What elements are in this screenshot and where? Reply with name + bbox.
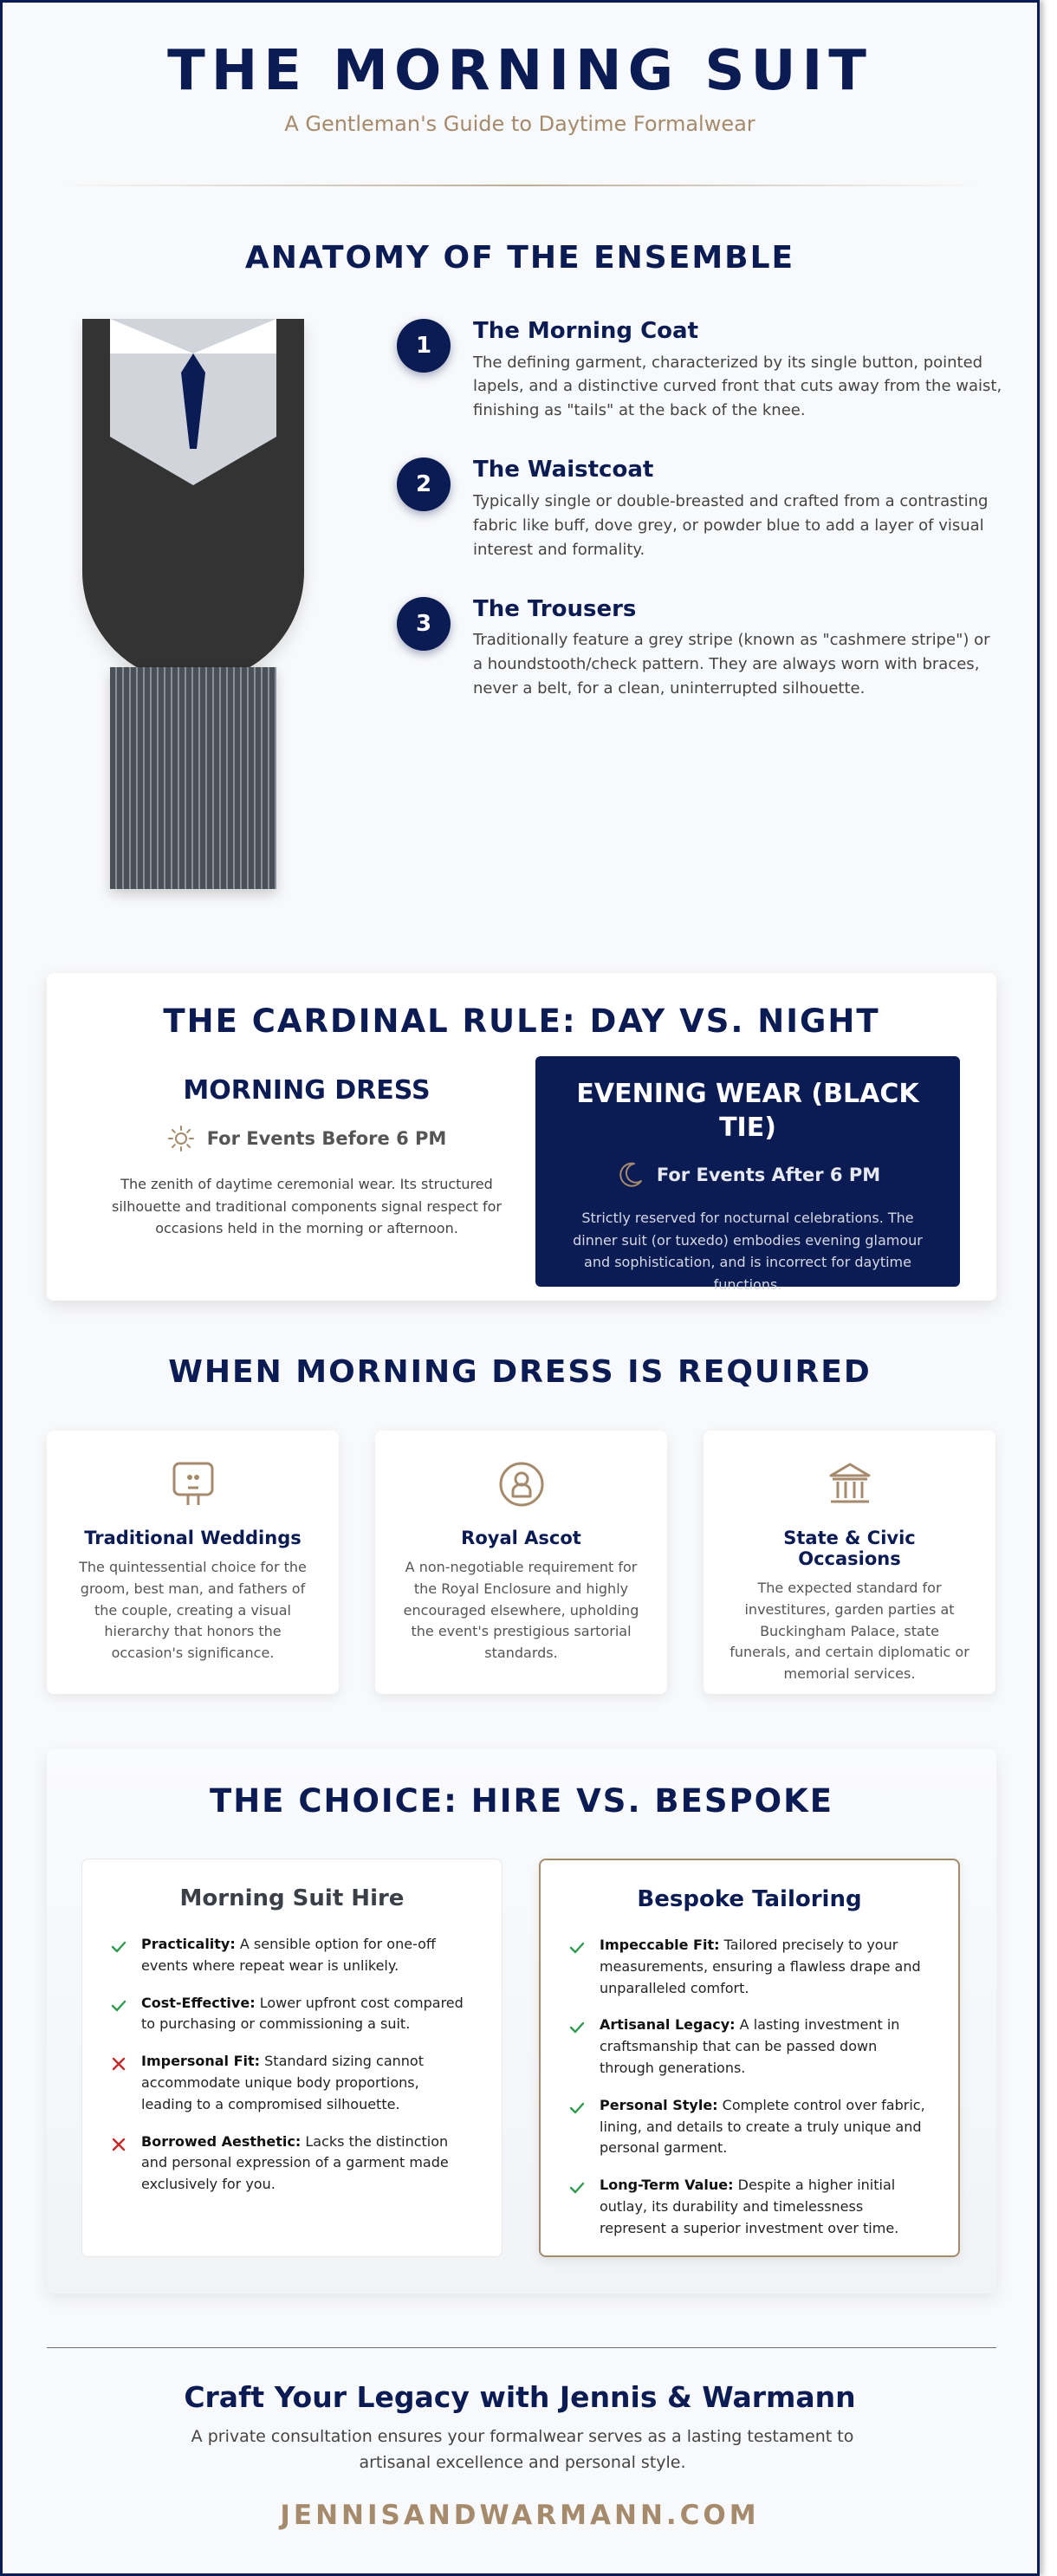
check-icon: [568, 2099, 586, 2117]
footer-description: A private consultation ensures your formalwear serves as a lasting testament to artisanal excellence and personal style.: [191, 2427, 854, 2473]
point-label: Long-Term Value:: [600, 2177, 734, 2194]
website-link[interactable]: JENNISANDWARMANN.COM: [280, 2500, 760, 2531]
point-text: A lasting investment in craftsmanship that can be passed down through generations.: [600, 2016, 900, 2076]
anatomy-title: ANATOMY OF THE ENSEMBLE: [244, 240, 795, 276]
evening-wear-column: [535, 1056, 960, 1293]
pro-point: [568, 1935, 931, 1999]
anatomy-part: [397, 319, 1003, 423]
point-text: Standard sizing cannot accommodate unique body proportions, leading to a compromised silhouette.: [141, 2053, 424, 2112]
morning-dress-description: The zenith of daytime ceremonial wear. Its structured silhouette and traditional components signal respect for occasions held in the morning or afternoon.: [112, 1176, 502, 1237]
occasion-title: State & Civic Occasions: [783, 1528, 916, 1569]
occasion-card: [704, 1431, 995, 1694]
occasion-title: Traditional Weddings: [84, 1528, 302, 1548]
page-title: THE MORNING SUIT: [167, 39, 872, 103]
morning-dress-title: MORNING DRESS: [183, 1075, 431, 1106]
footer-divider: [47, 2347, 996, 2348]
horse-badge-icon: [497, 1460, 546, 1509]
page-subtitle: A Gentleman's Guide to Daytime Formalwear: [284, 112, 755, 136]
header: [3, 3, 1037, 186]
cross-icon: [110, 2055, 127, 2073]
point-label: Personal Style:: [600, 2096, 718, 2113]
con-point: [110, 2051, 474, 2115]
point-label: Impersonal Fit:: [141, 2053, 261, 2070]
required-section-title: WHEN MORNING DRESS IS REQUIRED: [168, 1354, 872, 1390]
part-number-badge: 3: [397, 597, 451, 651]
pro-point: [568, 2015, 931, 2079]
hire-points: [110, 1934, 474, 2196]
evening-time-label: For Events After 6 PM: [656, 1165, 881, 1185]
part-number-badge: 1: [397, 319, 451, 373]
pro-point: [110, 1993, 474, 2036]
hire-vs-bespoke-card: [47, 1749, 996, 2294]
check-icon: [568, 1939, 586, 1956]
part-description: The defining garment, characterized by its single button, pointed lapels, and a distinctive curved front that cuts away from the waist, finishing as "tails" at the back of the knee.: [473, 353, 1002, 420]
anatomy-part: [397, 597, 1003, 701]
pro-point: [110, 1934, 474, 1977]
point-text: Lacks the distinction and personal expression of a garment made exclusively for you.: [141, 2132, 449, 2193]
header-divider: [61, 185, 979, 186]
point-text: A sensible option for one-off events where repeat wear is unlikely.: [141, 1936, 436, 1974]
anatomy-section: [3, 319, 1037, 925]
point-label: Borrowed Aesthetic:: [141, 2132, 302, 2150]
morning-time-row: [81, 1125, 532, 1152]
check-icon: [568, 2019, 586, 2036]
morning-dress-column: [81, 1075, 532, 1240]
point-text: Despite a higher initial outlay, its durability and timelessness represent a superior investment over time.: [600, 2177, 899, 2236]
occasion-description: A non-negotiable requirement for the Royal Enclosure and highly encouraged elsewhere, upholding the event's prestigious sartorial standards.: [403, 1559, 639, 1662]
evening-wear-description: Strictly reserved for nocturnal celebrations. The dinner suit (or tuxedo) embodies evening glamour and sophistication, and is incorrect for daytime functions.: [573, 1210, 923, 1293]
point-text: Complete control over fabric, lining, and details to create a truly unique and personal garment.: [600, 2096, 925, 2157]
moon-icon: [615, 1160, 645, 1190]
cardinal-rule-title: THE CARDINAL RULE: DAY VS. NIGHT: [163, 1002, 880, 1040]
point-label: Artisanal Legacy:: [600, 2016, 736, 2034]
con-point: [110, 2132, 474, 2196]
occasion-card: [375, 1431, 667, 1694]
pro-point: [568, 2095, 931, 2159]
striped-trousers-graphic: [110, 667, 276, 889]
point-label: Impeccable Fit:: [600, 1937, 720, 1953]
cross-icon: [110, 2136, 127, 2153]
hire-option: [81, 1859, 503, 2257]
anatomy-parts-list: [397, 319, 1003, 736]
part-title: The Waistcoat: [473, 457, 654, 483]
point-label: Practicality:: [141, 1936, 236, 1952]
point-label: Cost-Effective:: [141, 1994, 256, 2011]
suit-illustration: [82, 319, 308, 891]
check-icon: [568, 2179, 586, 2196]
part-title: The Morning Coat: [473, 318, 698, 344]
part-number-badge: 2: [397, 457, 451, 511]
part-title: The Trousers: [473, 595, 637, 622]
pro-point: [568, 2175, 931, 2239]
evening-wear-title: EVENING WEAR (BLACK TIE): [576, 1079, 919, 1143]
bespoke-points: [568, 1935, 931, 2240]
point-text: Lower upfront cost compared to purchasing or commissioning a suit.: [141, 1994, 464, 2033]
bespoke-option: [539, 1859, 960, 2257]
hire-title: Morning Suit Hire: [179, 1885, 405, 1911]
check-icon: [110, 1938, 127, 1956]
part-description: Traditionally feature a grey stripe (known as "cashmere stripe") or a houndstooth/check pattern. They are always worn with braces, never a belt, for a clean, uninterrupted silhouette.: [473, 631, 990, 698]
bespoke-title: Bespoke Tailoring: [637, 1886, 862, 1912]
evening-time-row: [561, 1160, 934, 1190]
sun-icon: [167, 1125, 195, 1152]
landmark-icon: [826, 1460, 874, 1509]
wedding-sign-icon: [169, 1460, 217, 1509]
footer-title: Craft Your Legacy with Jennis & Warmann: [184, 2380, 856, 2414]
occasion-description: The expected standard for investitures, garden parties at Buckingham Palace, state funerals, and certain diplomatic or memorial services.: [730, 1580, 969, 1683]
check-icon: [110, 1997, 127, 2015]
cardinal-rule-card: [47, 973, 996, 1301]
anatomy-part: [397, 457, 1003, 561]
occasion-title: Royal Ascot: [461, 1528, 581, 1548]
choice-title: THE CHOICE: HIRE VS. BESPOKE: [209, 1782, 834, 1820]
part-description: Typically single or double-breasted and crafted from a contrasting fabric like buff, dove grey, or powder blue to add a layer of visual interest and formality.: [473, 491, 989, 559]
point-text: Tailored precisely to your measurements, ensuring a flawless drape and unparalleled comfort.: [600, 1937, 921, 1996]
occasions-list: [47, 1431, 996, 1694]
occasion-card: [47, 1431, 339, 1694]
morning-time-label: For Events Before 6 PM: [206, 1128, 447, 1149]
tie-graphic: [181, 354, 205, 449]
occasion-description: The quintessential choice for the groom, best man, and fathers of the couple, creating a visual hierarchy that honors the occasion's significance.: [79, 1559, 307, 1662]
